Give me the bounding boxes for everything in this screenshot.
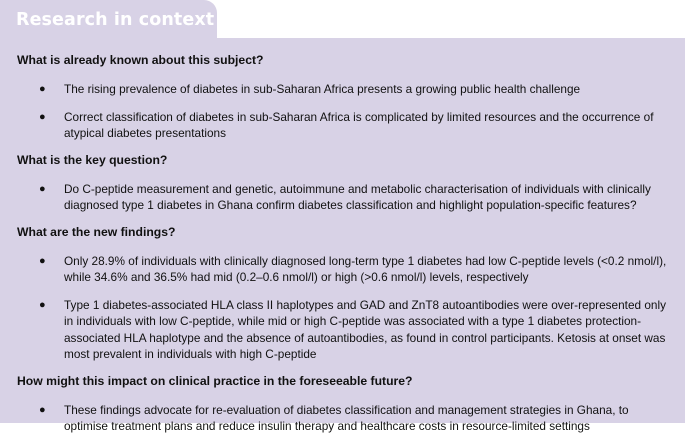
list-item bbox=[10, 81, 675, 98]
bullet-list bbox=[10, 181, 675, 214]
item-text: Do C-peptide measurement and genetic, autoimmune and metabolic characterisation of individuals with clinically diagnosed type 1 diabetes in Ghana confirm diabetes classification and highlight population-specific features? bbox=[64, 181, 651, 212]
section-clinical-impact bbox=[10, 374, 675, 435]
bullet-list bbox=[10, 253, 675, 363]
bullet-icon: ● bbox=[39, 254, 46, 267]
section-heading: What is the key question? bbox=[17, 152, 168, 167]
section-new-findings bbox=[10, 225, 675, 363]
list-item bbox=[10, 402, 675, 435]
item-text: These findings advocate for re-evaluation of diabetes classification and management strategies in Ghana, to optimise treatment plans and reduce insulin therapy and healthcare costs in resource-limited settings bbox=[64, 402, 629, 433]
box-title: Research in context bbox=[16, 10, 215, 30]
bullet-icon: ● bbox=[39, 83, 46, 95]
bullet-icon: ● bbox=[39, 182, 46, 195]
section-heading: How might this impact on clinical practice in the foreseeable future? bbox=[17, 373, 413, 388]
section-already-known bbox=[10, 53, 675, 142]
list-item bbox=[10, 297, 675, 363]
list-item bbox=[10, 181, 675, 214]
item-text: Only 28.9% of individuals with clinically diagnosed long-term type 1 diabetes had low C-peptide levels (<0.2 nmol/l), while 34.6% and 36.5% had mid (0.2–0.6 nmol/l) or high (>0.6 nmol/l) levels, respectively bbox=[64, 253, 667, 284]
list-item bbox=[10, 109, 675, 142]
item-text: The rising prevalence of diabetes in sub-Saharan Africa presents a growing public health challenge bbox=[64, 82, 581, 96]
item-text: Correct classification of diabetes in sub-Saharan Africa is complicated by limited resources and the occurrence of atypical diabetes presentations bbox=[64, 109, 654, 140]
bullet-icon: ● bbox=[39, 403, 46, 416]
bullet-list bbox=[10, 402, 675, 435]
bullet-icon: ● bbox=[39, 110, 46, 123]
bullet-icon: ● bbox=[39, 298, 46, 311]
item-text: Type 1 diabetes-associated HLA class II haplotypes and GAD and ZnT8 autoantibodies were over-represented only in individuals with low C-peptide, while mid or high C-peptide was associated with a type 1 diabetes protection-associated HLA haplotype and the absence of autoantibodies, as found in control participants. Ketosis at onset was most prevalent in individuals with high C-peptide bbox=[64, 297, 666, 361]
section-heading: What are the new findings? bbox=[17, 224, 176, 239]
research-context-panel bbox=[0, 38, 685, 433]
section-heading: What is already known about this subject? bbox=[17, 53, 264, 67]
title-tab bbox=[0, 0, 217, 38]
list-item bbox=[10, 253, 675, 286]
section-key-question bbox=[10, 153, 675, 214]
bullet-list bbox=[10, 81, 675, 142]
